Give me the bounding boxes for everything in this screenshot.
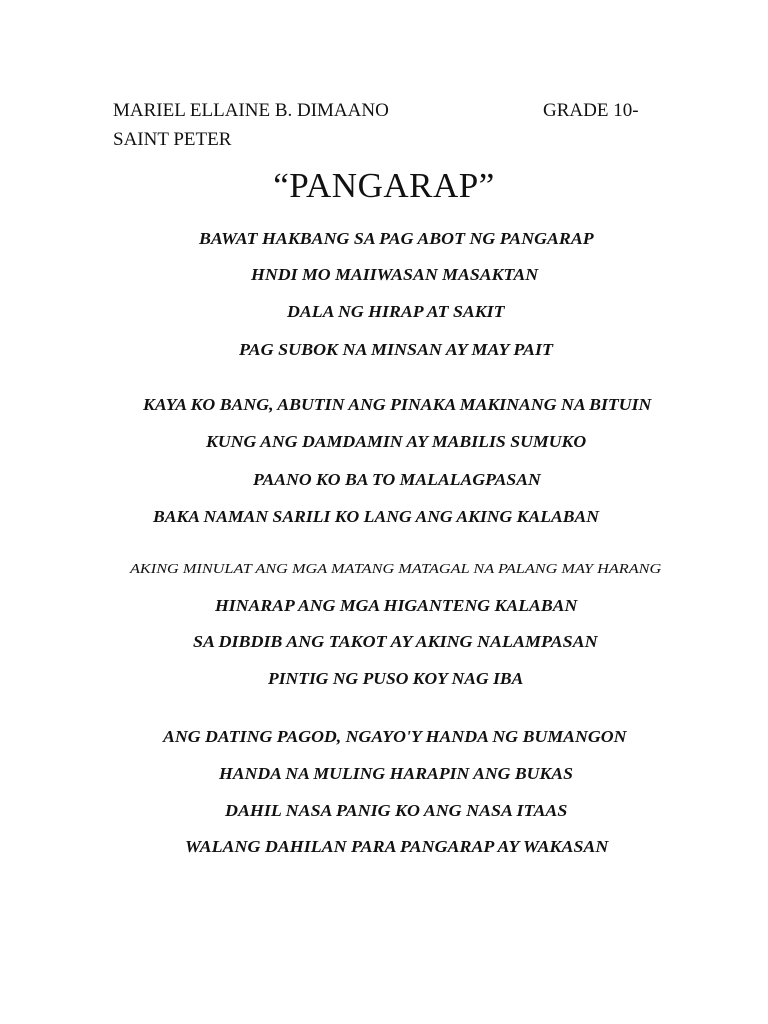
poem-line: KAYA KO BANG, ABUTIN ANG PINAKA MAKINANG NA BITUIN — [143, 395, 652, 414]
poem-line: PINTIG NG PUSO KOY NAG IBA — [268, 669, 524, 688]
author-name: MARIEL ELLAINE B. DIMAANO — [113, 100, 389, 121]
poem-line: WALANG DAHILAN PARA PANGARAP AY WAKASAN — [185, 837, 609, 856]
grade-level: GRADE 10- — [543, 100, 639, 121]
poem-line: HNDI MO MAIIWASAN MASAKTAN — [251, 265, 539, 284]
section-name: SAINT PETER — [113, 129, 232, 150]
poem-title: “PANGARAP” — [273, 166, 495, 205]
poem-line: PAG SUBOK NA MINSAN AY MAY PAIT — [239, 340, 553, 359]
poem-line: HINARAP ANG MGA HIGANTENG KALABAN — [215, 596, 578, 615]
poem-line: SA DIBDIB ANG TAKOT AY AKING NALAMPASAN — [193, 632, 598, 651]
poem-line: PAANO KO BA TO MALALAGPASAN — [253, 470, 541, 489]
poem-line: BAWAT HAKBANG SA PAG ABOT NG PANGARAP — [199, 229, 594, 248]
poem-line: KUNG ANG DAMDAMIN AY MABILIS SUMUKO — [206, 432, 587, 451]
poem-line: DALA NG HIRAP AT SAKIT — [287, 302, 505, 321]
poem-line: DAHIL NASA PANIG KO ANG NASA ITAAS — [225, 801, 568, 820]
poem-line: HANDA NA MULING HARAPIN ANG BUKAS — [219, 764, 573, 783]
poem-line: AKING MINULAT ANG MGA MATANG MATAGAL NA PALANG MAY HARANG — [130, 562, 662, 577]
poem-line: BAKA NAMAN SARILI KO LANG ANG AKING KALABAN — [153, 507, 599, 526]
poem-line: ANG DATING PAGOD, NGAYO'Y HANDA NG BUMANGON — [163, 727, 627, 746]
